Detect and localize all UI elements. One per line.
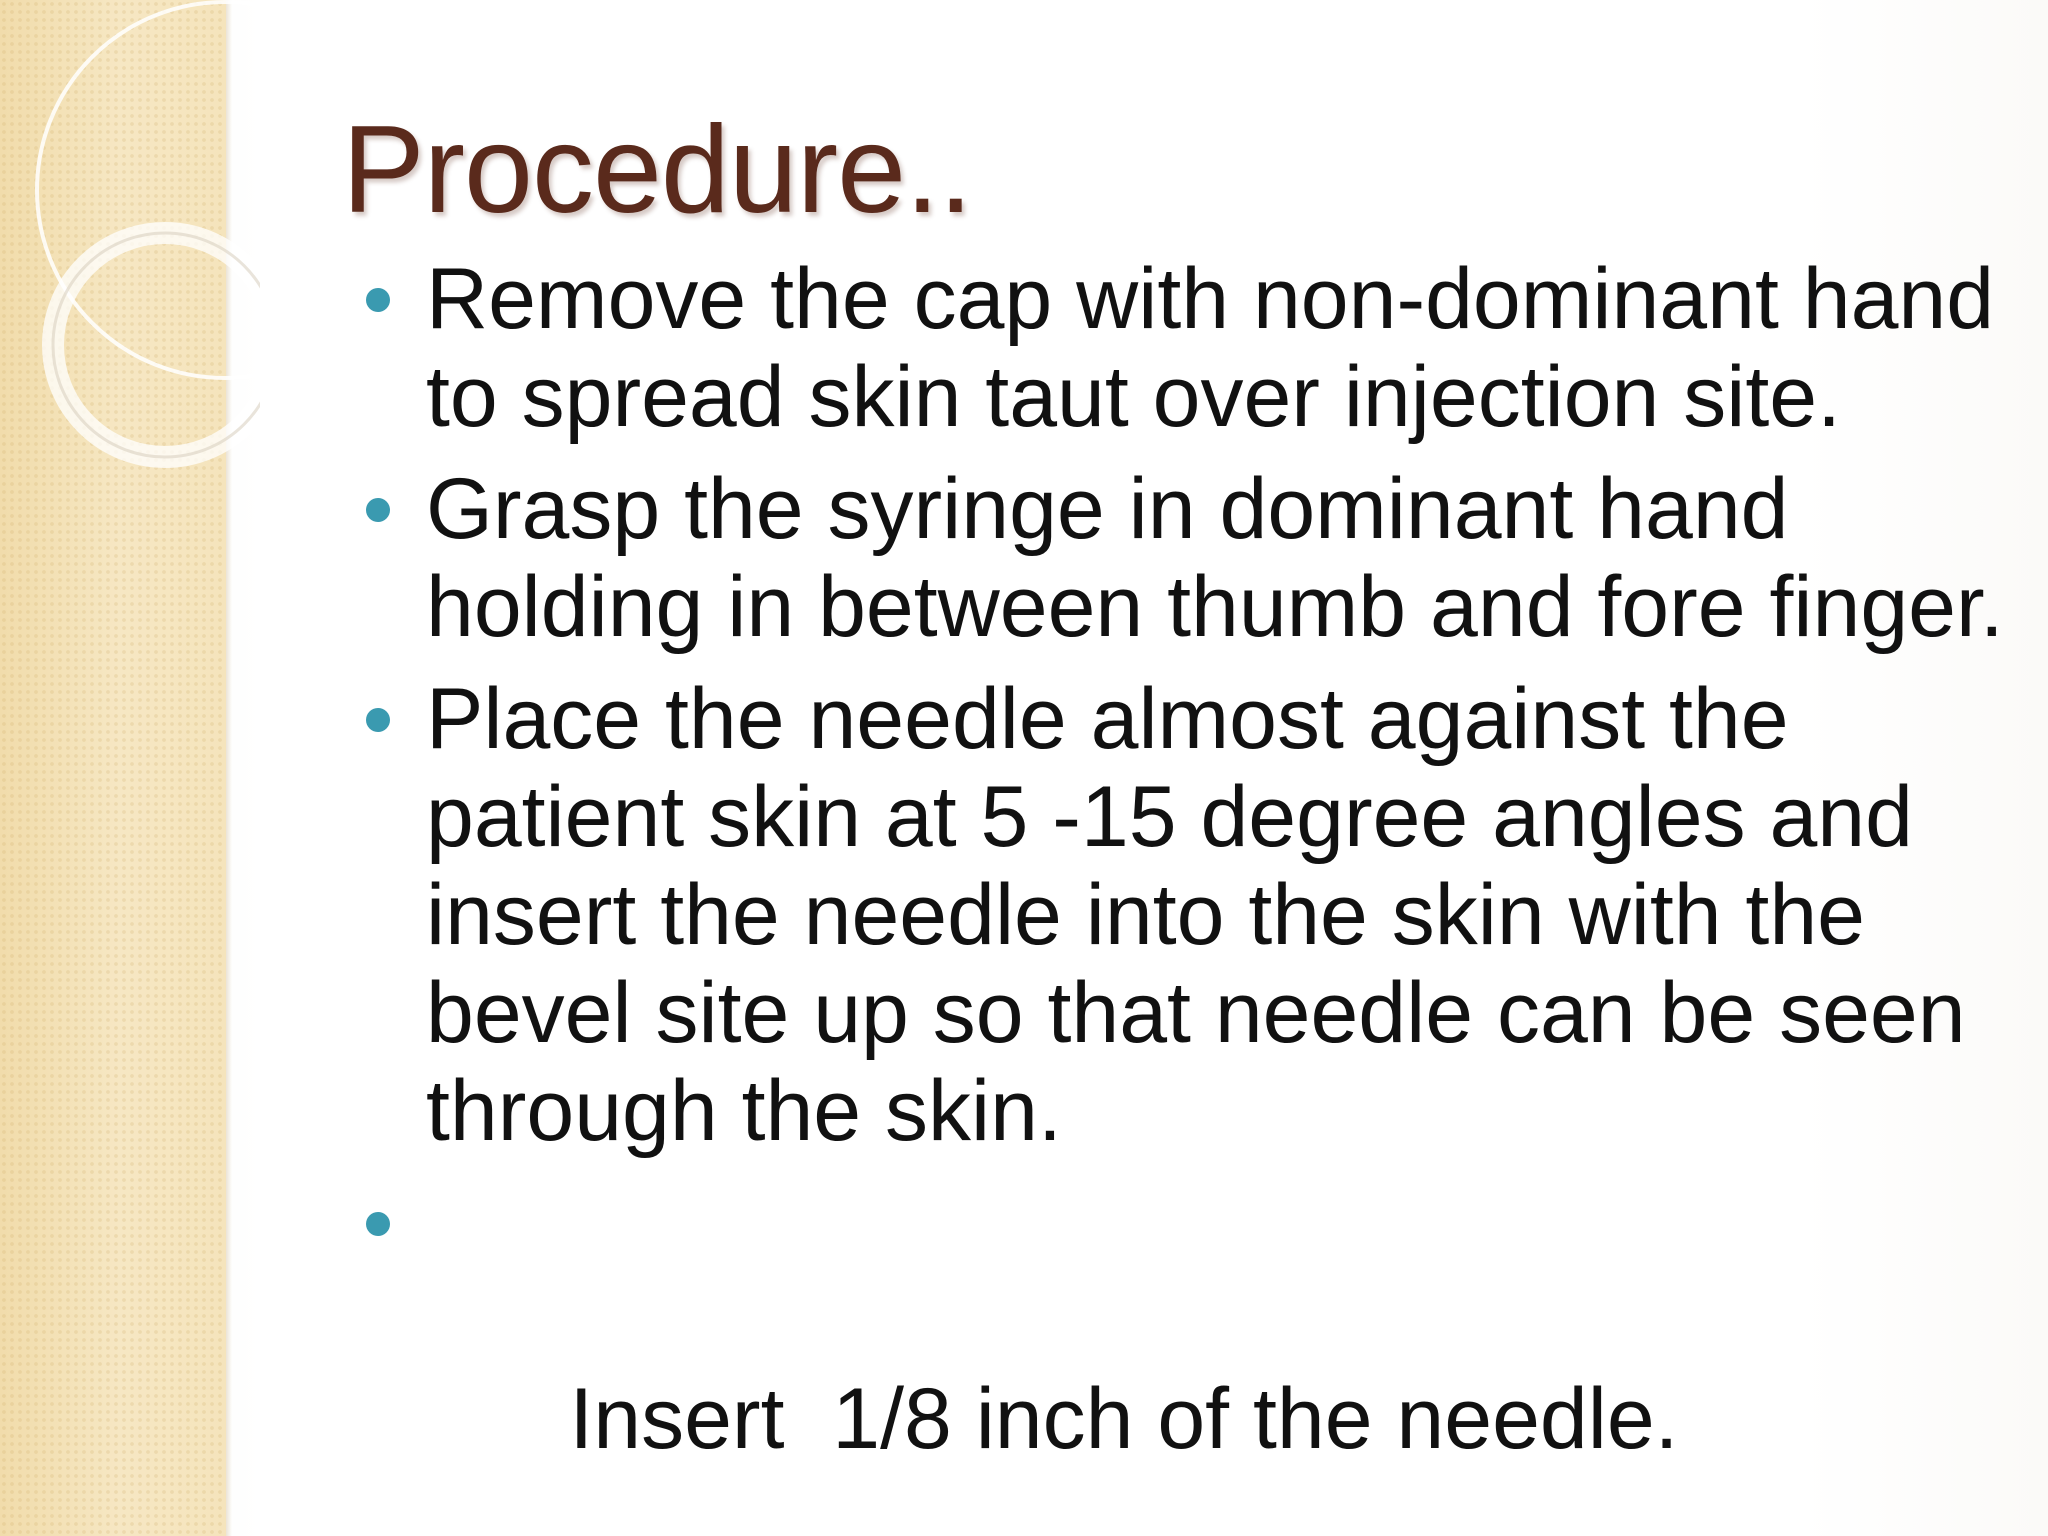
circle-bullet-icon xyxy=(366,288,390,312)
slide-title: Procedure.. xyxy=(342,101,973,239)
bullet-list xyxy=(366,250,2006,1536)
bullet-text: Insert 1/8 inch of the needle. xyxy=(569,1371,1679,1467)
bullet-item xyxy=(366,1174,2006,1536)
bullet-item xyxy=(366,460,2006,656)
bullet-text: Remove the cap with non-dominant hand to spread skin taut over injection site. xyxy=(426,251,1995,445)
bullet-text: Place the needle almost against the patient skin at 5 -15 degree angles and insert the needle into the skin with the bevel site up so that needle can be seen through the skin. xyxy=(426,671,1966,1159)
bullet-item xyxy=(366,670,2006,1160)
circle-bullet-icon xyxy=(366,708,390,732)
ring-decoration xyxy=(0,0,260,520)
bullet-item xyxy=(366,250,2006,446)
bullet-text: Grasp the syringe in dominant hand holding in between thumb and fore finger. xyxy=(426,461,2004,655)
circle-bullet-icon xyxy=(366,1212,390,1236)
large-ring xyxy=(37,2,260,378)
circle-bullet-icon xyxy=(366,498,390,522)
